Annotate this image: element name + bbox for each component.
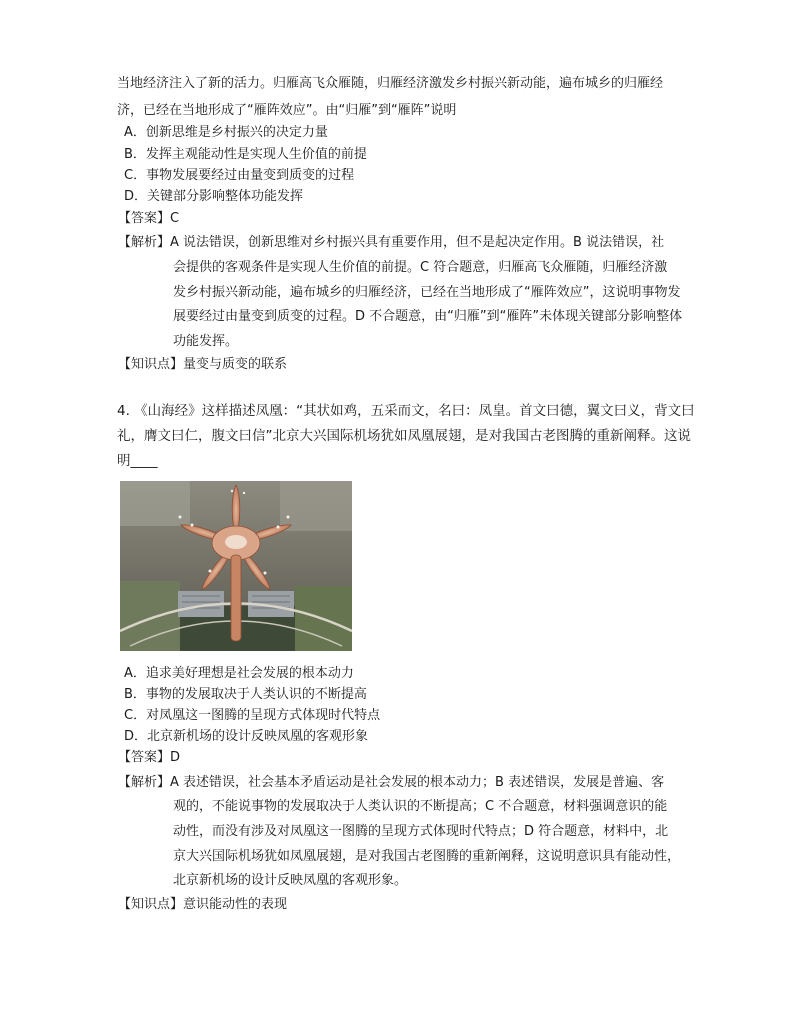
q4-knowledge-point: 【知识点】意识能动性的表现 — [118, 897, 288, 912]
q3-analysis-line-3: 发乡村振兴新动能，遍布城乡的归雁经济，已经在当地形成了“雁阵效应”，这说明事物发 — [173, 285, 681, 300]
q4-answer: 【答案】D — [118, 750, 181, 765]
q3-stem-line-1: 当地经济注入了新的活力。归雁高飞众雁随，归雁经济激发乡村振兴新动能，遍布城乡的归雁经 — [117, 76, 664, 91]
q4-option-d: D．北京新机场的设计反映凤凰的客观形象 — [124, 729, 369, 744]
q4-analysis-line-3: 动性，而没有涉及对凤凰这一图腾的呈现方式体现时代特点；D 符合题意，材料中，北 — [173, 824, 669, 839]
airport-aerial-photo — [120, 481, 352, 651]
q4-stem-line-3: 明____ — [117, 453, 158, 469]
q3-knowledge-point: 【知识点】量变与质变的联系 — [118, 357, 288, 372]
q3-analysis-line-5: 功能发挥。 — [173, 334, 239, 349]
q4-analysis-line-1: 【解析】A 表述错误，社会基本矛盾运动是社会发展的根本动力；B 表述错误，发展是普遍、客 — [118, 775, 665, 790]
q4-option-a: A．追求美好理想是社会发展的根本动力 — [124, 666, 354, 681]
q3-analysis-line-1: 【解析】A 说法错误，创新思维对乡村振兴具有重要作用，但不是起决定作用。B 说法错误，社 — [118, 235, 665, 250]
q4-option-c: C．对凤凰这一图腾的呈现方式体现时代特点 — [124, 708, 381, 723]
q4-stem-line-1: 4. 《山海经》这样描述凤凰：“其状如鸡，五采而文，名曰：凤皇。首文曰德，翼文曰义，背文曰 — [117, 403, 695, 419]
q3-option-c: C．事物发展要经过由量变到质变的过程 — [124, 168, 355, 183]
q4-analysis-line-5: 北京新机场的设计反映凤凰的客观形象。 — [173, 873, 408, 888]
q3-option-d: D．关键部分影响整体功能发挥 — [124, 189, 304, 204]
q3-analysis-line-2: 会提供的客观条件是实现人生价值的前提。C 符合题意，归雁高飞众雁随，归雁经济激 — [173, 260, 668, 275]
q4-analysis-line-2: 观的，不能说事物的发展取决于人类认识的不断提高；C 不合题意，材料强调意识的能 — [173, 799, 668, 814]
q3-stem-line-2: 济，已经在当地形成了“雁阵效应”。由“归雁”到“雁阵”说明 — [117, 103, 457, 118]
q3-option-b: B．发挥主观能动性是实现人生价值的前提 — [124, 147, 367, 162]
q3-answer: 【答案】C — [118, 211, 180, 226]
q3-analysis-line-4: 展要经过由量变到质变的过程。D 不合题意，由“归雁”到“雁阵”未体现关键部分影响整体 — [173, 309, 683, 324]
q4-option-b: B．事物的发展取决于人类认识的不断提高 — [124, 687, 367, 702]
q3-option-a: A．创新思维是乡村振兴的决定力量 — [124, 125, 328, 140]
q4-stem-line-2: 礼，膺文曰仁，腹文曰信”北京大兴国际机场犹如凤凰展翅，是对我国古老图腾的重新阐释。这说 — [117, 428, 691, 444]
q4-analysis-line-4: 京大兴国际机场犹如凤凰展翅，是对我国古老图腾的重新阐释，这说明意识具有能动性， — [173, 849, 681, 864]
